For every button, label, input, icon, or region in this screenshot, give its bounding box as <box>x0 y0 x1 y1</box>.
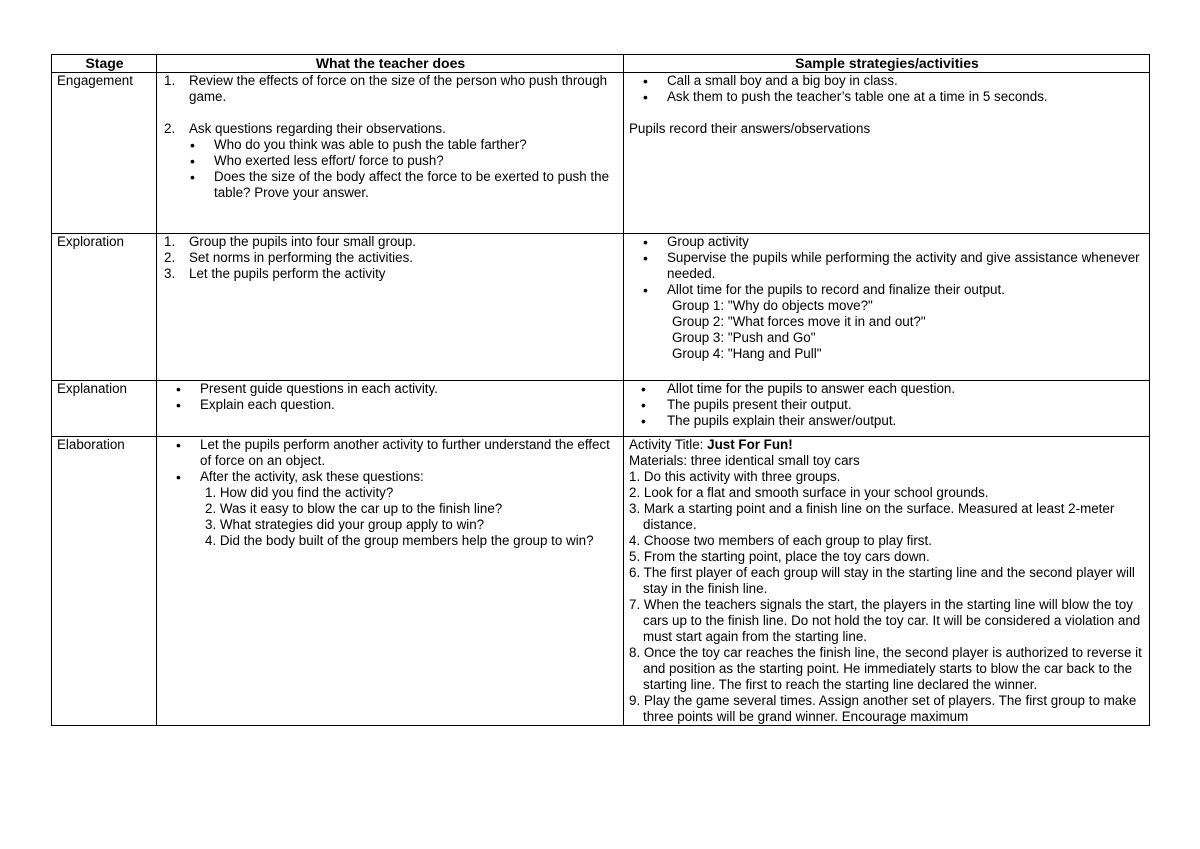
list-item: Let the pupils perform the activity <box>189 266 386 281</box>
list-item: • Allot time for the pupils to answer each question. <box>629 381 1145 397</box>
elaboration-teacher-list <box>162 437 619 485</box>
list-item: 6. The first player of each group will stay in the starting line and the second player will stay in the finish line. <box>629 565 1135 596</box>
stage-elaboration: Elaboration <box>52 437 157 726</box>
header-strategies: Sample strategies/activities <box>624 55 1150 73</box>
list-item: • Explain each question. <box>162 397 619 413</box>
list-item: • Call a small boy and a big boy in class. <box>629 73 1145 89</box>
group-topic: Group 2: "What forces move it in and out?" <box>672 314 926 329</box>
list-item: • The pupils present their output. <box>629 397 1145 413</box>
list-item: • Allot time for the pupils to record and finalize their output. <box>629 282 1145 298</box>
list-item: Set norms in performing the activities. <box>189 250 414 265</box>
list-item: • Let the pupils perform another activity to further understand the effect of force on an object. <box>162 437 619 469</box>
list-item: 1. Do this activity with three groups. <box>629 469 841 484</box>
activity-title-line <box>629 437 1145 453</box>
explanation-teacher-cell <box>157 381 624 437</box>
table-row-explanation <box>52 381 1150 437</box>
exploration-strategies-cell <box>624 234 1150 381</box>
table-row-elaboration <box>52 437 1150 726</box>
elaboration-strategies-cell <box>624 437 1150 726</box>
exploration-teacher-cell <box>157 234 624 381</box>
group-topic: Group 4: "Hang and Pull" <box>672 346 822 361</box>
header-stage: Stage <box>52 55 157 73</box>
group-topic: Group 1: "Why do objects move?" <box>672 298 873 313</box>
header-row <box>52 55 1150 73</box>
list-item: 8. Once the toy car reaches the finish line, the second player is authorized to reverse it and position as the starting point. He immediately starts to blow the car back to the starting line. The first to reach the starting line declared the winner. <box>629 645 1142 692</box>
list-item: • After the activity, ask these questions: <box>162 469 619 485</box>
stage-explanation: Explanation <box>52 381 157 437</box>
list-item: • Ask them to push the teacher’s table one at a time in 5 seconds. <box>629 89 1145 105</box>
list-item: • Present guide questions in each activity. <box>162 381 619 397</box>
activity-materials: Materials: three identical small toy cars <box>629 453 860 468</box>
elaboration-questions <box>162 485 619 549</box>
activity-steps-list <box>629 469 1145 725</box>
activity-title-label: Activity Title: <box>629 437 708 452</box>
list-item: • The pupils explain their answer/output. <box>629 413 1145 429</box>
engagement-teacher-cell <box>157 73 624 234</box>
list-item: • Who exerted less effort/ force to push? <box>162 153 619 169</box>
table-row-engagement <box>52 73 1150 234</box>
table-row-exploration <box>52 234 1150 381</box>
explanation-teacher-list <box>162 381 619 413</box>
question-item: 3. What strategies did your group apply to win? <box>205 517 485 532</box>
lesson-plan-table <box>51 54 1150 726</box>
list-item: • Does the size of the body affect the force to be exerted to push the table? Prove your answer. <box>162 169 619 201</box>
group-topic: Group 3: "Push and Go" <box>672 330 816 345</box>
question-item: 2. Was it easy to blow the car up to the finish line? <box>205 501 503 516</box>
list-item: 7. When the teachers signals the start, the players in the starting line will blow the toy cars up to the finish line. Do not hold the toy car. It will be considered a violation and must start again from the starting line. <box>629 597 1141 644</box>
explanation-strategies-cell <box>624 381 1150 437</box>
engagement-teacher-list <box>162 73 619 105</box>
list-item: 3. Mark a starting point and a finish line on the surface. Measured at least 2-meter distance. <box>629 501 1115 532</box>
list-item: 5. From the starting point, place the toy cars down. <box>629 549 930 564</box>
engagement-question-list <box>162 137 619 201</box>
explanation-strategies-list <box>629 381 1145 429</box>
list-item: 2. Look for a flat and smooth surface in your school grounds. <box>629 485 989 500</box>
exploration-teacher-list <box>162 234 619 282</box>
list-item: • Group activity <box>629 234 1145 250</box>
engagement-strategies-note: Pupils record their answers/observations <box>629 121 871 136</box>
list-item: • Supervise the pupils while performing the activity and give assistance whenever needed. <box>629 250 1145 282</box>
list-item <box>162 121 619 137</box>
engagement-teacher-list-2 <box>162 121 619 137</box>
stage-engagement: Engagement <box>52 73 157 234</box>
engagement-strategies-list <box>629 73 1145 105</box>
stage-exploration: Exploration <box>52 234 157 381</box>
question-item: 1. How did you find the activity? <box>205 485 394 500</box>
header-teacher: What the teacher does <box>157 55 624 73</box>
list-item: Group the pupils into four small group. <box>189 234 417 249</box>
list-item-text: Ask questions regarding their observations. <box>189 121 446 136</box>
question-item: 4. Did the body built of the group members help the group to win? <box>205 533 594 548</box>
list-item: 4. Choose two members of each group to play first. <box>629 533 932 548</box>
engagement-strategies-cell <box>624 73 1150 234</box>
list-item: • Who do you think was able to push the table farther? <box>162 137 619 153</box>
group-topics-list <box>629 298 1145 362</box>
activity-title: Just For Fun! <box>707 437 793 452</box>
exploration-strategies-list <box>629 234 1145 298</box>
elaboration-teacher-cell <box>157 437 624 726</box>
list-item: 9. Play the game several times. Assign another set of players. The first group to make three points will be grand winner. Encourage maximum <box>629 693 1137 724</box>
list-item: Review the effects of force on the size of the person who push through game. <box>189 73 608 104</box>
